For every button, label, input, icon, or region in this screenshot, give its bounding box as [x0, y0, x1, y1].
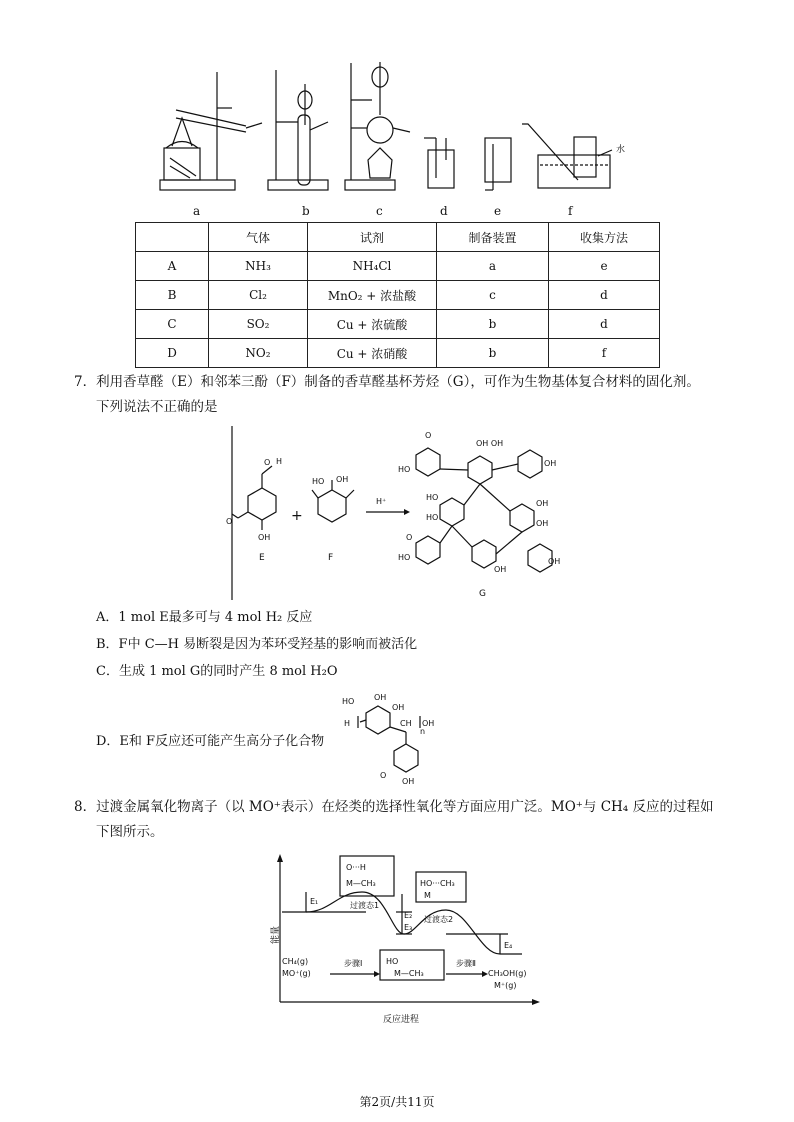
svg-text:HO: HO — [386, 957, 399, 966]
product-m: M⁺(g) — [494, 981, 517, 990]
table-row — [136, 252, 660, 281]
svg-text:O: O — [226, 517, 233, 526]
table-cell: Cl₂ — [209, 281, 308, 310]
table-row — [136, 310, 660, 339]
molecule-g — [416, 448, 552, 572]
table-header: 制备装置 — [437, 223, 549, 252]
q7-option-c: C．生成 1 mol G的同时产生 8 mol H₂O — [96, 664, 338, 679]
svg-text:O: O — [380, 771, 387, 780]
gas-preparation-table — [135, 222, 660, 368]
q7-option-a: A．1 mol E最多可与 4 mol H₂ 反应 — [96, 610, 313, 625]
svg-text:OH: OH — [422, 719, 435, 728]
table-header-row — [136, 223, 660, 252]
svg-text:O···H: O···H — [346, 863, 366, 872]
svg-text:OH OH: OH OH — [476, 439, 504, 448]
step2-label: 步骤Ⅱ — [456, 959, 476, 968]
table-cell: MnO₂ + 浓盐酸 — [308, 281, 437, 310]
reactant-mo: MO⁺(g) — [282, 969, 311, 978]
step1-label: 步骤Ⅰ — [344, 959, 363, 968]
apparatus-d — [424, 138, 454, 188]
apparatus-label-e: e — [494, 204, 502, 218]
polymer-structure — [340, 686, 460, 786]
e3-label: E₃ — [404, 923, 413, 932]
svg-text:O: O — [425, 431, 432, 440]
svg-text:O: O — [264, 458, 271, 467]
svg-text:HO: HO — [426, 493, 439, 502]
apparatus-label-d: d — [440, 204, 448, 218]
apparatus-label-c: c — [376, 204, 383, 218]
label-f: F — [328, 553, 334, 563]
table-cell: A — [136, 252, 209, 281]
svg-text:OH: OH — [392, 703, 405, 712]
apparatus-e — [485, 138, 511, 190]
table-cell: Cu + 浓硝酸 — [308, 339, 437, 368]
svg-text:O: O — [406, 533, 413, 542]
molecule-f — [312, 480, 354, 522]
energy-diagram — [0, 850, 794, 1030]
q7-stem-line1: 7．利用香草醛（E）和邻苯三酚（F）制备的香草醛基杯芳烃（G），可作为生物基体复合材料的固化剂。 — [74, 374, 700, 390]
svg-text:HO: HO — [342, 697, 355, 706]
page-footer: 第2页/共11页 — [359, 1095, 435, 1109]
table-cell: SO₂ — [209, 310, 308, 339]
svg-text:OH: OH — [374, 693, 387, 702]
table-cell: Cu + 浓硫酸 — [308, 310, 437, 339]
table-row — [136, 339, 660, 368]
apparatus-figure — [0, 0, 794, 200]
svg-text:HO···CH₃: HO···CH₃ — [420, 879, 455, 888]
svg-text:M—CH₃: M—CH₃ — [346, 879, 376, 888]
table-cell: a — [437, 252, 549, 281]
table-cell: f — [549, 339, 660, 368]
table-cell: NO₂ — [209, 339, 308, 368]
q7-option-d: D．E和 F反应还可能产生高分子化合物 — [96, 734, 325, 749]
table-cell: D — [136, 339, 209, 368]
apparatus-f — [522, 124, 612, 188]
label-e: E — [259, 553, 265, 563]
svg-text:OH: OH — [536, 499, 549, 508]
label-g: G — [479, 589, 486, 599]
apparatus-a — [160, 72, 262, 190]
svg-text:OH: OH — [494, 565, 507, 574]
table-cell: C — [136, 310, 209, 339]
svg-text:H: H — [276, 457, 283, 466]
q7-stem-line2: 下列说法不正确的是 — [96, 399, 218, 415]
apparatus-label-b: b — [302, 204, 310, 218]
table-cell: b — [437, 339, 549, 368]
apparatus-c — [345, 62, 410, 190]
table-cell: NH₄Cl — [308, 252, 437, 281]
svg-text:OH: OH — [402, 777, 415, 786]
e1-label: E₁ — [310, 897, 319, 906]
table-cell: c — [437, 281, 549, 310]
plus-sign: + — [291, 508, 303, 524]
table-cell: NH₃ — [209, 252, 308, 281]
q7-option-b: B．F中 C—H 易断裂是因为苯环受羟基的影响而被活化 — [96, 637, 418, 652]
table-cell: d — [549, 281, 660, 310]
svg-text:OH: OH — [258, 533, 271, 542]
svg-text:HO: HO — [398, 553, 411, 562]
table-cell: d — [549, 310, 660, 339]
ts2-label: 过渡态2 — [424, 915, 454, 924]
svg-text:OH: OH — [548, 557, 561, 566]
table-header: 气体 — [209, 223, 308, 252]
molecule-e — [232, 466, 276, 530]
svg-text:OH: OH — [544, 459, 557, 468]
table-header: 收集方法 — [549, 223, 660, 252]
apparatus-label-a: a — [193, 204, 201, 218]
svg-text:n: n — [420, 727, 426, 736]
q8-stem-line1: 8．过渡金属氧化物离子（以 MO⁺表示）在烃类的选择性氧化等方面应用广泛。MO⁺与 CH₄ 反应的过程如 — [74, 799, 714, 815]
svg-text:OH: OH — [336, 475, 349, 484]
catalyst-label: H⁺ — [376, 497, 387, 506]
water-label: 水 — [616, 145, 626, 155]
e4-label: E₄ — [504, 941, 513, 950]
svg-text:HO: HO — [426, 513, 439, 522]
svg-text:OH: OH — [536, 519, 549, 528]
product-ch3oh: CH₃OH(g) — [488, 969, 527, 978]
svg-text:HO: HO — [312, 477, 325, 486]
e2-label: E₂ — [404, 911, 413, 920]
svg-text:M—CH₃: M—CH₃ — [394, 969, 424, 978]
table-header — [136, 223, 209, 252]
ts1-label: 过渡态1 — [350, 901, 380, 910]
reactant-ch4: CH₄(g) — [282, 957, 309, 966]
table-cell: b — [437, 310, 549, 339]
svg-text:HO: HO — [398, 465, 411, 474]
apparatus-b — [268, 70, 328, 190]
table-row — [136, 281, 660, 310]
svg-text:M: M — [424, 891, 431, 900]
svg-text:H: H — [344, 719, 351, 728]
table-cell: e — [549, 252, 660, 281]
table-cell: B — [136, 281, 209, 310]
q8-stem-line2: 下图所示。 — [96, 824, 164, 840]
q7-reaction-scheme — [0, 420, 794, 610]
apparatus-label-f: f — [568, 204, 573, 218]
x-axis-label: 反应进程 — [383, 1015, 420, 1025]
y-axis-label: 能量 — [271, 925, 281, 944]
table-header: 试剂 — [308, 223, 437, 252]
svg-text:CH: CH — [400, 719, 412, 728]
